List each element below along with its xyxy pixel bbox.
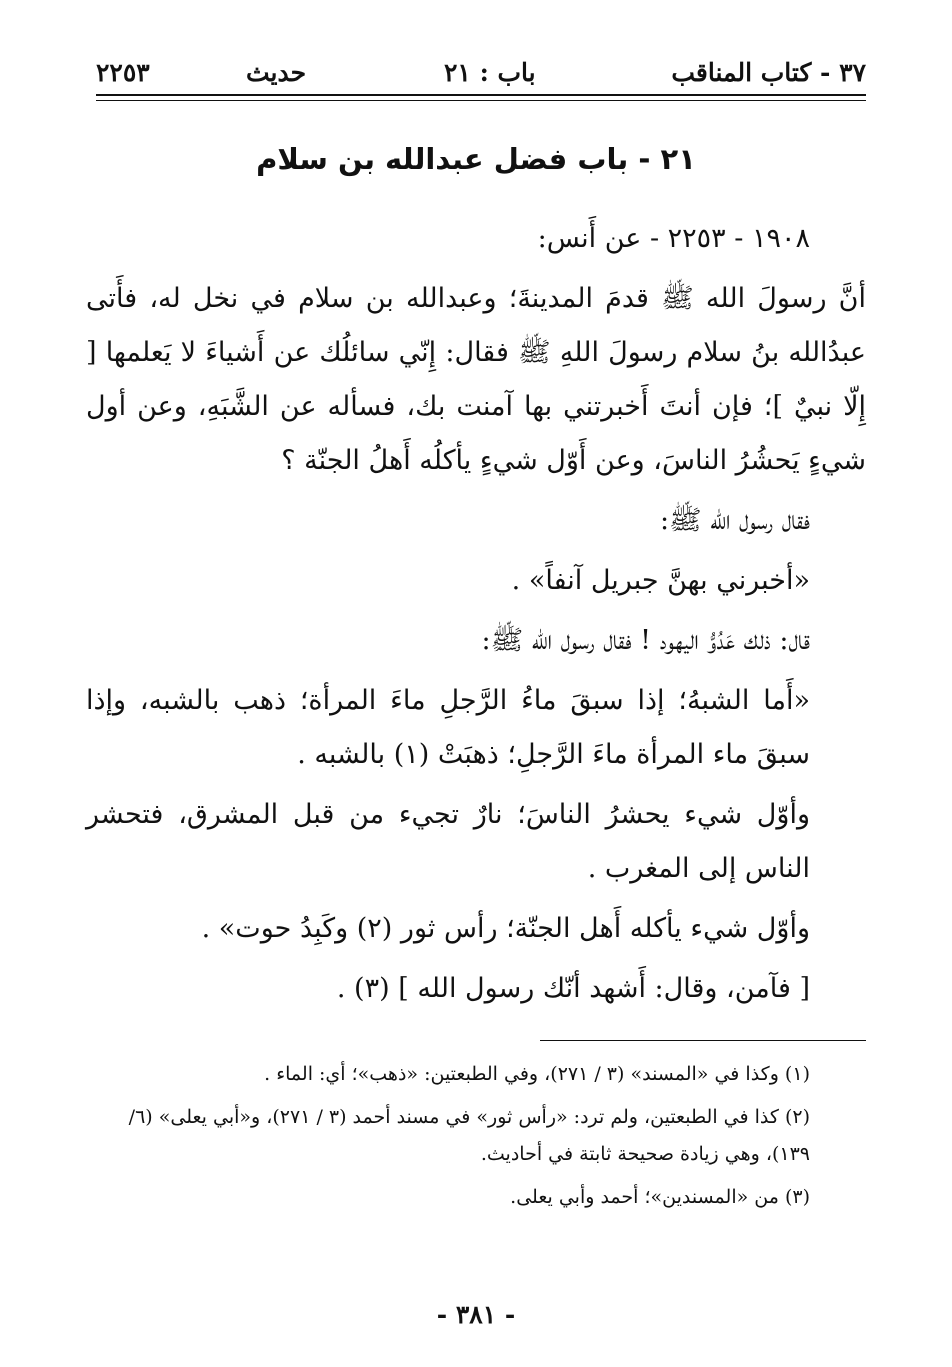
hadith-paragraph: وأوّل شيء يحشرُ الناسَ؛ نارٌ تجيء من قبل المشرق، فتحشر الناس إلى المغرب . [86,799,810,884]
hadith-paragraph: «أخبرني بهنَّ جبريل آنفاً» . [511,565,810,596]
hadith-paragraph: فقال رسول الله ﷺ: [659,505,810,536]
footnote-item: (١) وكذا في «المسند» (٣ / ٢٧١)، وفي الطبعتين: «ذهب»؛ أي: الماء . [264,1063,810,1085]
page-number: - ٣٨١ - [436,1300,516,1329]
hadith-paragraph: أنَّ رسولَ الله ﷺ قدمَ المدينةَ؛ وعبدالله بن سلام في نخل له، فأَتى عبدُالله بنُ سلام رسولَ اللهِ ﷺ فقال: إِنّي سائلُك عن أَشياءَ لا يَعلمها [ إِلّا نبيٌ ]؛ فإن أنتَ أَخبرتني بها آمنت بك، فسأله عن الشَّبَهِ، وعن أول شيءٍ يَحشُرُ الناسَ، وعن أَوّل شيءٍ يأكلُه أَهلُ الجنّة ؟ [86,283,866,476]
header-rule-thin [96,100,866,101]
header-book-title: ٣٧ - كتاب المناقب [671,58,866,87]
header-hadith-label: حديث [246,58,307,87]
hadith-isnad: ١٩٠٨ - ٢٢٥٣ - عن أَنس: [537,223,810,254]
hadith-body [86,212,866,1022]
header-rule-thick [96,94,866,96]
hadith-paragraph: وأوّل شيء يأكله أَهل الجنّة؛ رأس ثور (٢) وكَبِدُ حوت» . [201,913,810,944]
footnote-item: (٣) من «المسندين»؛ أحمد وأبي يعلى. [510,1186,810,1208]
header-chapter: باب : ٢١ [444,58,536,87]
running-header [96,52,866,92]
hadith-paragraph: «أَما الشبهُ؛ إذا سبقَ ماءُ الرَّجلِ ماءَ المرأة؛ ذهب بالشبه، وإذا سبقَ ماء المرأة ماءَ الرَّجلِ؛ ذهبَتْ (١) بالشبه . [86,685,810,770]
footnotes [96,1056,866,1222]
hadith-paragraph: قال: ذلك عَدُوُّ اليهود ! فقال رسول الله ﷺ: [481,625,810,656]
hadith-paragraph: [ فآمن، وقال: أَشهد أنّك رسول الله ] (٣) . [336,973,810,1004]
header-hadith-number: ٢٢٥٣ [96,58,150,87]
chapter-title: ٢١ - باب فضل عبدالله بن سلام [256,142,696,176]
footnote-item: (٢) كذا في الطبعتين، ولم ترد: «رأس ثور» في مسند أحمد (٣ / ٢٧١)، و«أبي يعلى» (٦/ ١٣٩)، وهي زيادة صحيحة ثابتة في أحاديث. [128,1106,810,1165]
footnote-separator [540,1040,866,1041]
